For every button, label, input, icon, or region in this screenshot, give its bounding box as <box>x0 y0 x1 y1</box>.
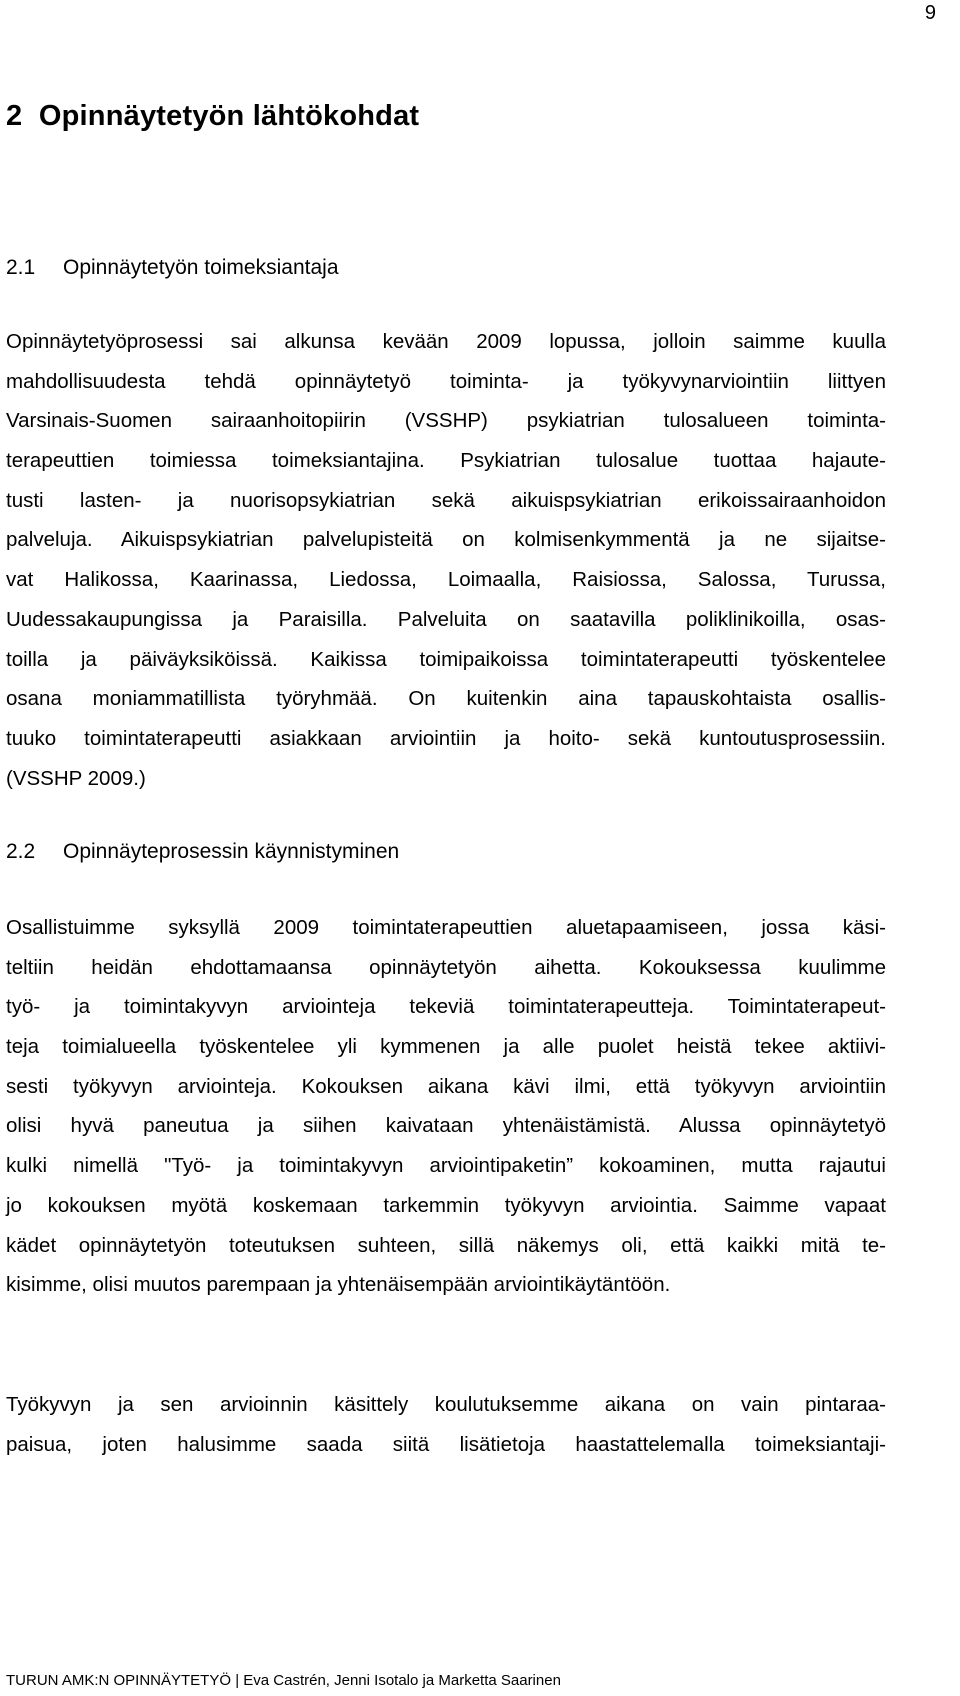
text-line: tuuko toimintaterapeutti asiakkaan arviointiin ja hoito- sekä kuntoutusprosessiin. <box>6 726 886 750</box>
text-line: paisua, joten halusimme saada siitä lisätietoja haastattelemalla toimeksiantaji- <box>6 1432 886 1456</box>
text-line: tusti lasten- ja nuorisopsykiatrian sekä aikuispsykiatrian erikoissairaanhoidon <box>6 488 886 512</box>
text-line: mahdollisuudesta tehdä opinnäytetyö toiminta- ja työkyvynarviointiin liittyen <box>6 369 886 393</box>
section-number: 2.2 <box>6 840 36 863</box>
page-number: 9 <box>924 2 936 24</box>
paragraph-toimeksiantaja <box>6 322 886 798</box>
section-title: Opinnäyteprosessin käynnistyminen <box>63 840 400 863</box>
text-line: sesti työkyvyn arviointeja. Kokouksen aikana kävi ilmi, että työkyvyn arviointiin <box>6 1074 886 1098</box>
text-line: teltiin heidän ehdottamaansa opinnäytetyön aihetta. Kokouksessa kuulimme <box>6 955 886 979</box>
chapter-number: 2 <box>6 100 23 132</box>
text-line: kisimme, olisi muutos parempaan ja yhtenäisempään arviointikäytäntöön. <box>6 1273 671 1297</box>
text-line: teja toimialueella työskentelee yli kymmenen ja alle puolet heistä tekee aktiivi- <box>6 1035 886 1059</box>
text-line: Opinnäytetyöprosessi sai alkunsa kevään 2009 lopussa, jolloin saimme kuulla <box>6 330 886 353</box>
text-line: työ- ja toimintakyvyn arviointeja tekeviä toimintaterapeutteja. Toimintaterapeut- <box>6 995 886 1019</box>
section-heading-2-1 <box>6 256 339 280</box>
text-line: Työkyvyn ja sen arvioinnin käsittely koulutuksemme aikana on vain pintaraa- <box>6 1393 886 1416</box>
chapter-title: Opinnäytetyön lähtökohdat <box>38 100 420 132</box>
text-line: kädet opinnäytetyön toteutuksen suhteen, sillä näkemys oli, että kaikki mitä te- <box>6 1233 886 1257</box>
section-heading-2-2 <box>6 840 399 864</box>
section-number: 2.1 <box>6 256 36 279</box>
section-title: Opinnäytetyön toimeksiantaja <box>63 256 339 279</box>
text-line: jo kokouksen myötä koskemaan tarkemmin työkyvyn arviointia. Saimme vapaat <box>6 1193 886 1217</box>
text-line: (VSSHP 2009.) <box>6 766 146 790</box>
text-line: Uudessakaupungissa ja Paraisilla. Palveluita on saatavilla poliklinikoilla, osas- <box>6 607 886 631</box>
text-line: terapeuttien toimiessa toimeksiantajina. Psykiatrian tulosalue tuottaa hajaute- <box>6 449 886 473</box>
text-line: Varsinais-Suomen sairaanhoitopiirin (VSSHP) psykiatrian tulosalueen toiminta- <box>6 409 886 433</box>
chapter-heading <box>6 100 419 133</box>
text-line: kulki nimellä "Työ- ja toimintakyvyn arviointipaketin” kokoaminen, mutta rajautui <box>6 1154 886 1178</box>
text-line: olisi hyvä paneutua ja siihen kaivataan yhtenäistämistä. Alussa opinnäytetyö <box>6 1114 886 1138</box>
page-footer: TURUN AMK:N OPINNÄYTETYÖ | Eva Castrén, Jenni Isotalo ja Marketta Saarinen <box>6 1672 561 1689</box>
text-line: toilla ja päiväyksiköissä. Kaikissa toimipaikoissa toimintaterapeutti työskentelee <box>6 647 886 671</box>
paragraph-kaynnistyminen <box>6 908 886 1305</box>
text-line: Osallistuimme syksyllä 2009 toimintaterapeuttien aluetapaamiseen, jossa käsi- <box>6 916 886 939</box>
text-line: vat Halikossa, Kaarinassa, Liedossa, Loimaalla, Raisiossa, Salossa, Turussa, <box>6 568 886 592</box>
text-line: palveluja. Aikuispsykiatrian palvelupisteitä on kolmisenkymmentä ja ne sijaitse- <box>6 528 886 552</box>
paragraph-tyokyky <box>6 1385 886 1464</box>
text-line: osana moniammatillista työryhmää. On kuitenkin aina tapauskohtaista osallis- <box>6 687 886 711</box>
